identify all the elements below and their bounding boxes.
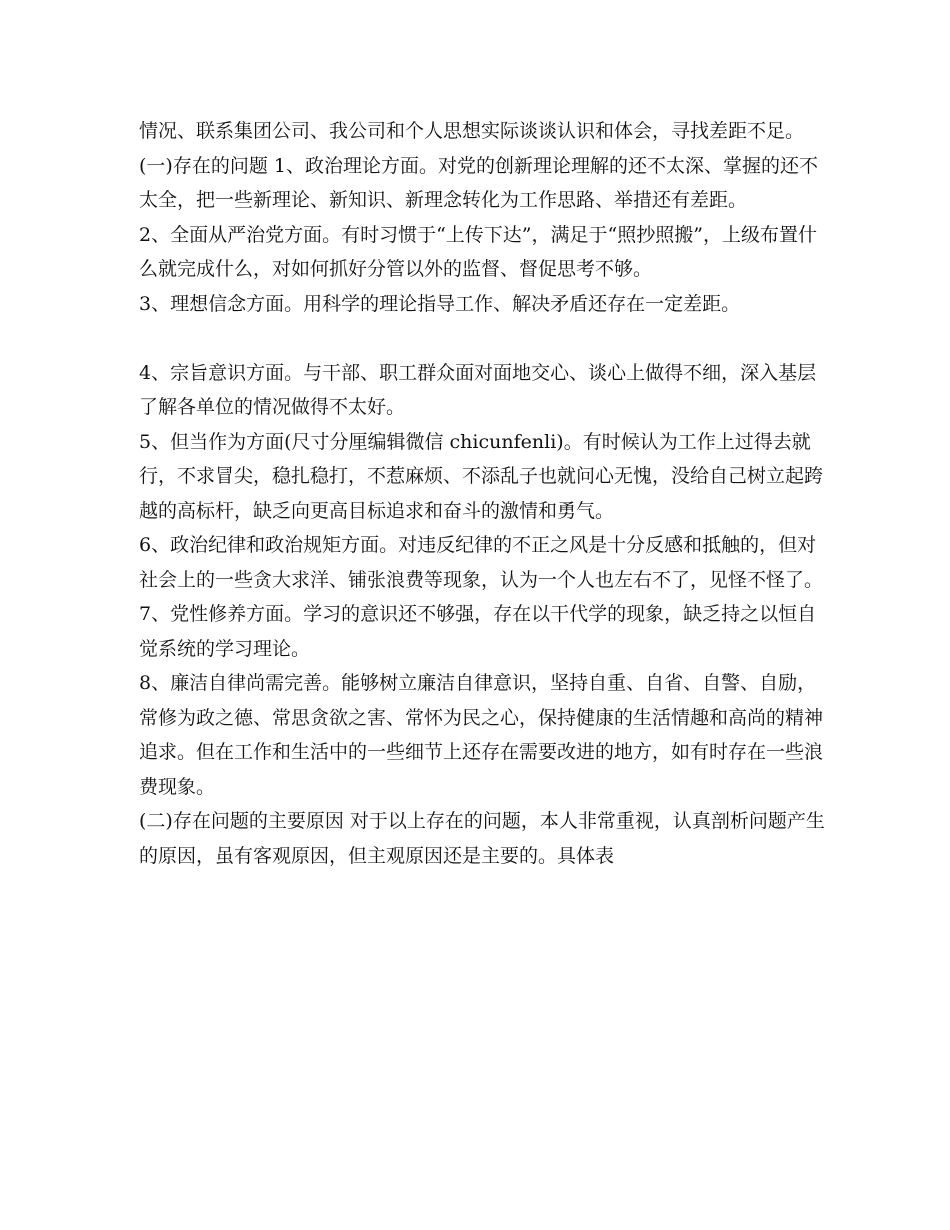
paragraph-political-discipline: 6、政治纪律和政治规矩方面。对违反纪律的不正之风是十分反感和抵触的，但对社会上的一些贪大求洋、铺张浪费等现象，认为一个人也左右不了，见怪不怪了。 xyxy=(139,534,824,591)
paragraph-purpose-awareness: 4、宗旨意识方面。与干部、职工群众面对面地交心、谈心上做得不细，深入基层了解各单位的情况做得不太好。 xyxy=(139,361,817,418)
document-body xyxy=(139,114,829,873)
paragraph-party-governance: 2、全面从严治党方面。有时习惯于“上传下达”，满足于“照抄照搬”，上级布置什么就完成什么，对如何抓好分管以外的监督、督促思考不够。 xyxy=(139,223,817,280)
paragraph-party-cultivation: 7、党性修养方面。学习的意识还不够强，存在以干代学的现象，缺乏持之以恒自觉系统的学习理论。 xyxy=(139,603,817,660)
paragraph-problems-political-theory: (一)存在的问题 1、政治理论方面。对党的创新理论理解的还不太深、掌握的还不太全，把一些新理论、新知识、新理念转化为工作思路、举措还有差距。 xyxy=(139,154,818,211)
paragraph-main-causes: (二)存在问题的主要原因 对于以上存在的问题，本人非常重视，认真剖析问题产生的原因，虽有客观原因，但主观原因还是主要的。具体表 xyxy=(139,810,825,867)
paragraph-ideals-beliefs: 3、理想信念方面。用科学的理论指导工作、解决矛盾还存在一定差距。 xyxy=(139,292,741,315)
paragraph-integrity: 8、廉洁自律尚需完善。能够树立廉洁自律意识，坚持自重、自省、自警、自励，常修为政之德、常思贪欲之害、常怀为民之心，保持健康的生活情趣和高尚的精神追求。但在工作和生活中的一些细节上还存在需要改进的地方，如有时存在一些浪费现象。 xyxy=(139,672,824,798)
paragraph-responsibility: 5、但当作为方面(尺寸分厘编辑微信 chicunfenli)。有时候认为工作上过得去就行，不求冒尖，稳扎稳打，不惹麻烦、不添乱子也就问心无愧，没给自己树立起跨越的高标杆，缺乏向更高目标追求和奋斗的激情和勇气。 xyxy=(139,430,824,522)
paragraph-spacer xyxy=(139,321,829,356)
paragraph-intro: 情况、联系集团公司、我公司和个人思想实际谈谈认识和体会，寻找差距不足。 xyxy=(139,120,805,142)
